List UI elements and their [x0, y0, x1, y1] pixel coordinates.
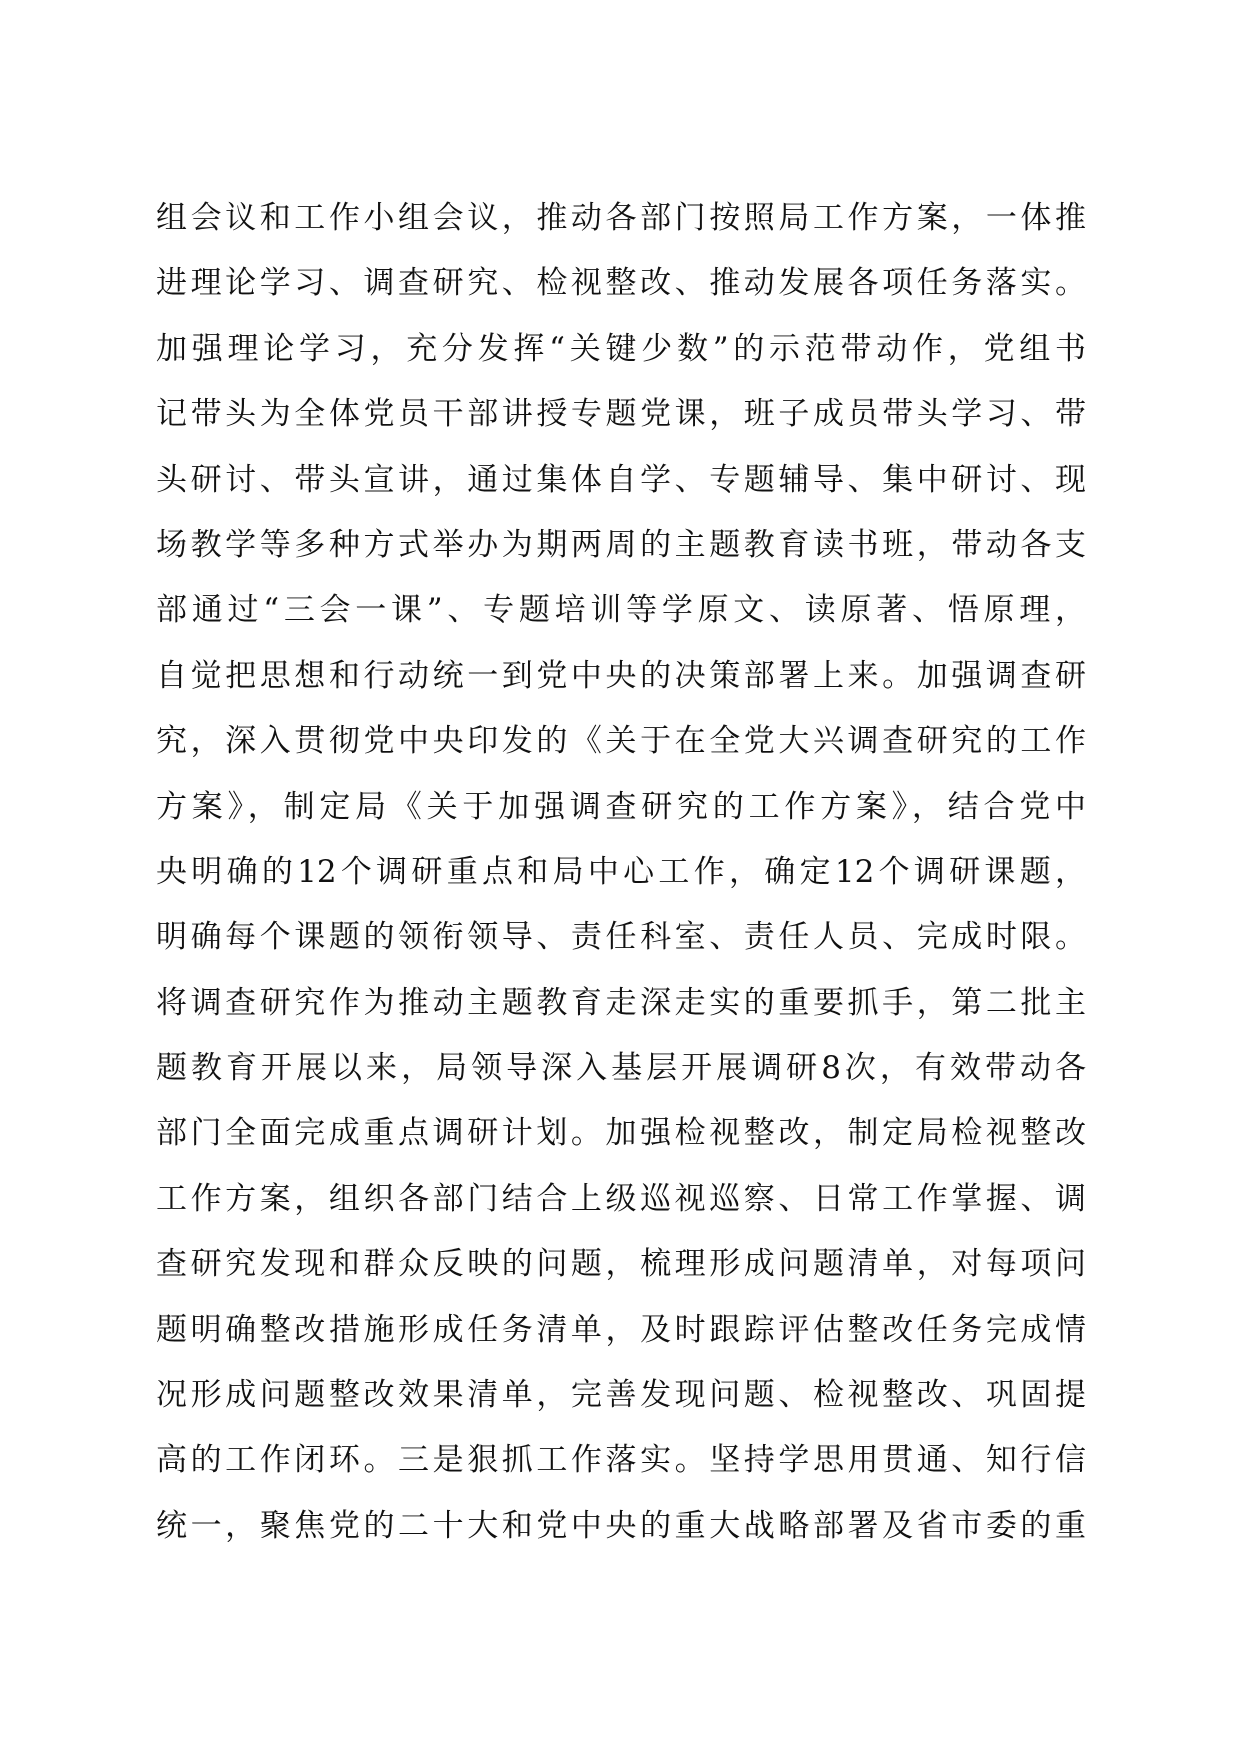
text-line: 方案》，制定局《关于加强调查研究的工作方案》，结合党中: [156, 788, 1086, 825]
text-line: 头研讨、带头宣讲，通过集体自学、专题辅导、集中研讨、现: [156, 461, 1086, 498]
text-line: 自觉把思想和行动统一到党中央的决策部署上来。加强调查研: [156, 657, 1086, 694]
text-line: 况形成问题整改效果清单，完善发现问题、检视整改、巩固提: [156, 1377, 1086, 1414]
text-line: 记带头为全体党员干部讲授专题党课，班子成员带头学习、带: [156, 396, 1086, 433]
text-line: 查研究发现和群众反映的问题，梳理形成问题清单，对每项问: [156, 1246, 1086, 1283]
body-paragraph: [156, 186, 1086, 1559]
text-line: 将调查研究作为推动主题教育走深走实的重要抓手，第二批主: [156, 984, 1086, 1021]
text-line: 央明确的12个调研重点和局中心工作，确定12个调研课题，: [156, 853, 1086, 890]
text-line: 部门全面完成重点调研计划。加强检视整改，制定局检视整改: [156, 1115, 1086, 1152]
text-line: 工作方案，组织各部门结合上级巡视巡察、日常工作掌握、调: [156, 1180, 1086, 1217]
text-line: 组会议和工作小组会议，推动各部门按照局工作方案，一体推: [156, 200, 1086, 236]
text-line: 进理论学习、调查研究、检视整改、推动发展各项任务落实。: [156, 265, 1086, 302]
text-line: 题明确整改措施形成任务清单，及时跟踪评估整改任务完成情: [156, 1311, 1086, 1348]
text-line: 明确每个课题的领衔领导、责任科室、责任人员、完成时限。: [156, 919, 1086, 956]
text-line: 统一，聚焦党的二十大和党中央的重大战略部署及省市委的重: [156, 1507, 1086, 1544]
text-line: 究，深入贯彻党中央印发的《关于在全党大兴调查研究的工作: [156, 723, 1086, 760]
text-line: 场教学等多种方式举办为期两周的主题教育读书班，带动各支: [156, 526, 1086, 563]
text-line: 部通过“三会一课”、专题培训等学原文、读原著、悟原理，: [156, 592, 1086, 629]
text-line: 高的工作闭环。三是狠抓工作落实。坚持学思用贯通、知行信: [156, 1442, 1086, 1479]
text-line: 题教育开展以来，局领导深入基层开展调研8次，有效带动各: [156, 1050, 1086, 1087]
text-line: 加强理论学习，充分发挥“关键少数”的示范带动作，党组书: [156, 330, 1086, 367]
